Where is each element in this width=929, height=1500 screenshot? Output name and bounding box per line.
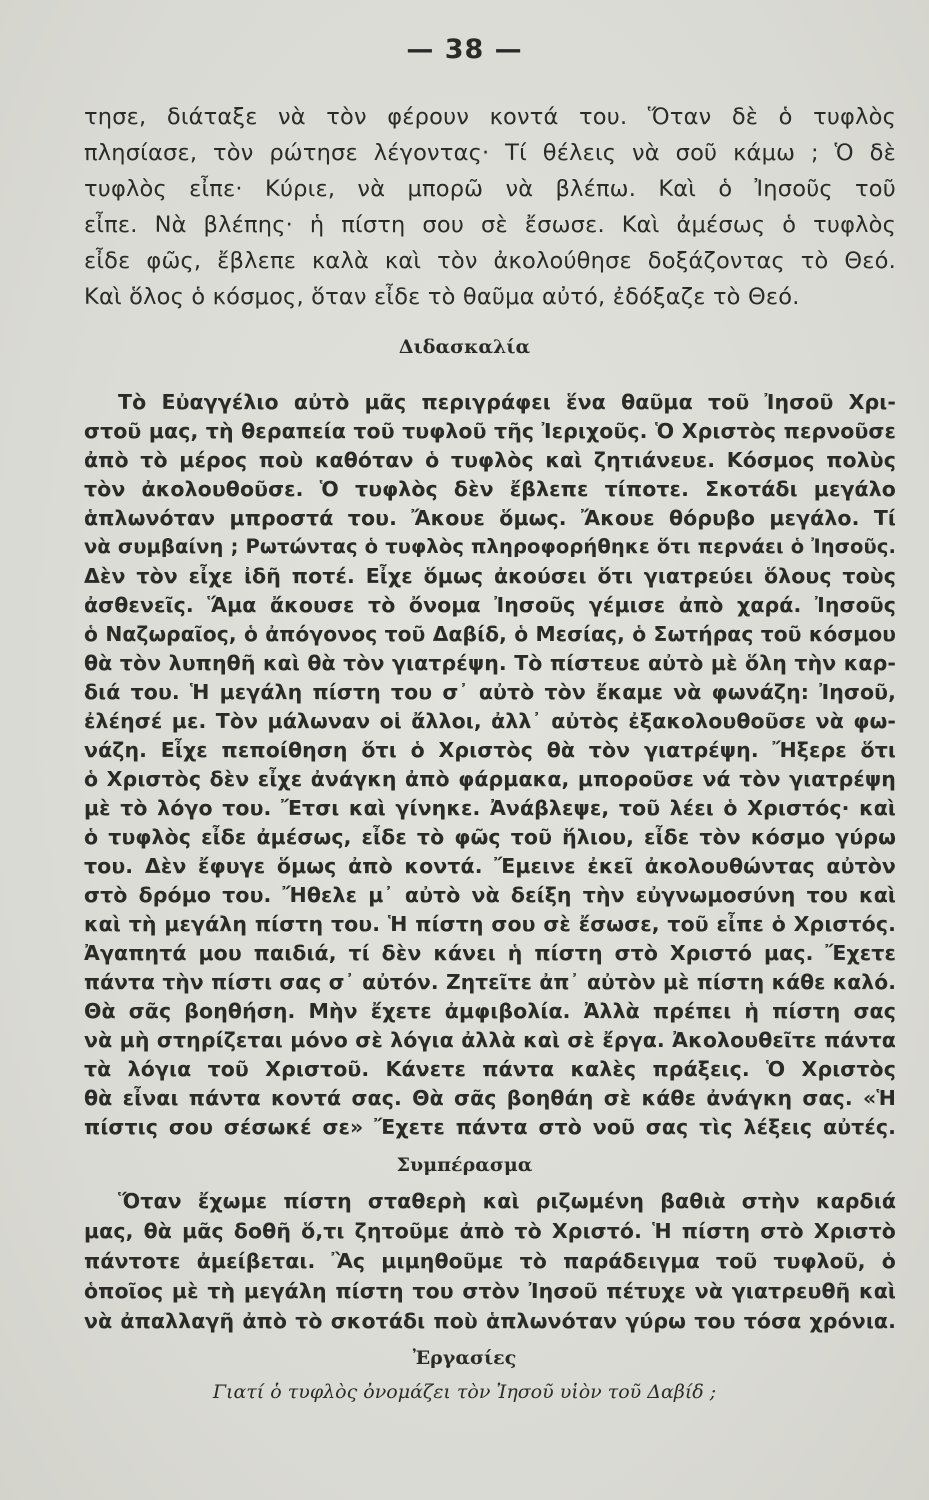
text-line: Ἀγαπητά μου παιδιά, τί δὲν κάνει ἡ πίστη στὸ Χριστό μας. Ἔχετε <box>84 941 896 965</box>
page-number: — 38 — <box>406 34 523 65</box>
text-line: θὰ εἶναι πάντα κοντά σας. Θὰ σᾶς βοηθάη σὲ κάθε ἀνάγκη σας. «Ἡ <box>84 1086 896 1110</box>
text-line: θὰ τὸν λυπηθῆ καὶ θὰ τὸν γιατρέψη. Τὸ πίστευε αὐτὸ μὲ ὅλη τὴν καρ- <box>84 651 896 675</box>
text-line: μας, θὰ μᾶς δοθῆ ὅ,τι ζητοῦμε ἀπὸ τὸ Χριστό. Ἡ πίστη στὸ Χριστὸ <box>84 1219 896 1243</box>
text-line: νάζη. Εἶχε πεποίθηση ὅτι ὁ Χριστὸς θὰ τὸν γιατρέψη. Ἤξερε ὅτι <box>84 738 896 762</box>
section-heading-exercises: Ἐργασίες <box>412 1347 517 1369</box>
text-line: στοῦ μας, τὴ θεραπεία τοῦ τυφλοῦ τῆς Ἰεριχοῦς. Ὁ Χριστὸς περνοῦσε <box>84 419 896 443</box>
text-line: εἶπε. Νὰ βλέπης· ἡ πίστη σου σὲ ἔσωσε. Καὶ ἀμέσως ὁ τυφλὸς <box>84 212 896 238</box>
text-line: ἀπὸ τὸ μέρος ποὺ καθόταν ὁ τυφλὸς καὶ ζητιάνευε. Κόσμος πολὺς <box>84 448 896 472</box>
text-line: ὁποῖος μὲ τὴ μεγάλη πίστη του στὸν Ἰησοῦ πέτυχε νὰ γιατρευθῆ καὶ <box>84 1279 896 1303</box>
exercise-question: Γιατί ὁ τυφλὸς ὀνομάζει τὸν Ἰησοῦ υἱὸν τοῦ Δαβίδ ; <box>212 1381 717 1403</box>
text-line: νὰ ἀπαλλαγῆ ἀπὸ τὸ σκοτάδι ποὺ ἁπλωνόταν γύρω του τόσα χρόνια. <box>84 1309 896 1333</box>
text-line: Καὶ ὅλος ὁ κόσμος, ὅταν εἶδε τὸ θαῦμα αὐτό, ἐδόξαζε τὸ Θεό. <box>84 284 800 310</box>
text-line: του. Δὲν ἔφυγε ὅμως ἀπὸ κοντά. Ἔμεινε ἐκεῖ ἀκολουθώντας αὐτὸν <box>84 854 896 878</box>
text-line: μὲ τὸ λόγο του. Ἔτσι καὶ γίνηκε. Ἀνάβλεψε, τοῦ λέει ὁ Χριστός· καὶ <box>84 796 896 820</box>
section-heading-teaching: Διδασκαλία <box>398 336 531 358</box>
text-line: Τὸ Εὐαγγέλιο αὐτὸ μᾶς περιγράφει ἕνα θαῦμα τοῦ Ἰησοῦ Χρι- <box>118 390 896 414</box>
text-line: καὶ τὴ μεγάλη πίστη του. Ἡ πίστη σου σὲ ἔσωσε, τοῦ εἶπε ὁ Χριστός. <box>84 912 896 936</box>
text-line: ὁ Ναζωραῖος, ὁ ἀπόγονος τοῦ Δαβίδ, ὁ Μεσίας, ὁ Σωτήρας τοῦ κόσμου <box>84 622 896 646</box>
text-line: ἀσθενεῖς. Ἅμα ἄκουσε τὸ ὄνομα Ἰησοῦς γέμισε ἀπὸ χαρά. Ἰησοῦς <box>84 593 896 617</box>
text-line: Δὲν τὸν εἶχε ἰδῆ ποτέ. Εἶχε ὅμως ἀκούσει ὅτι γιατρεύει ὅλους τοὺς <box>84 564 896 588</box>
text-line: διά του. Ἡ μεγάλη πίστη του σ᾽ αὐτὸ τὸν ἔκαμε νὰ φωνάζη: Ἰησοῦ, <box>84 680 896 704</box>
text-line: τησε, διάταξε νὰ τὸν φέρουν κοντά του. Ὅταν δὲ ὁ τυφλὸς <box>84 104 896 130</box>
text-line: τὸν ἀκολουθοῦσε. Ὁ τυφλὸς δὲν ἔβλεπε τίποτε. Σκοτάδι μεγάλο <box>84 477 896 501</box>
text-line: Θὰ σᾶς βοηθήση. Μὴν ἔχετε ἀμφιβολία. Ἀλλὰ πρέπει ἡ πίστη σας <box>84 999 896 1023</box>
text-line: ἐλέησέ με. Τὸν μάλωναν οἱ ἄλλοι, ἀλλ᾽ αὐτὸς ἐξακολουθοῦσε νὰ φω- <box>84 709 896 733</box>
text-line: Ὅταν ἔχωμε πίστη σταθερὴ καὶ ριζωμένη βαθιὰ στὴν καρδιά <box>118 1189 896 1213</box>
text-line: πάντοτε ἀμείβεται. Ἂς μιμηθοῦμε τὸ παράδειγμα τοῦ τυφλοῦ, ὁ <box>84 1249 896 1273</box>
text-line: τυφλὸς εἶπε· Κύριε, νὰ μπορῶ νὰ βλέπω. Καὶ ὁ Ἰησοῦς τοῦ <box>84 176 896 202</box>
section-heading-conclusion: Συμπέρασμα <box>396 1154 533 1176</box>
text-line: ἁπλωνόταν μπροστά του. Ἄκουε ὅμως. Ἄκουε θόρυβο μεγάλο. Τί <box>84 506 896 530</box>
text-line: ὁ Χριστὸς δὲν εἶχε ἀνάγκη ἀπὸ φάρμακα, μποροῦσε νά τὸν γιατρέψη <box>84 767 896 791</box>
text-line: ὁ τυφλὸς εἶδε ἀμέσως, εἶδε τὸ φῶς τοῦ ἥλιου, εἶδε τὸν κόσμο γύρω <box>84 825 896 849</box>
text-line: τὰ λόγια τοῦ Χριστοῦ. Κάνετε πάντα καλὲς πράξεις. Ὁ Χριστὸς <box>84 1057 896 1081</box>
text-line: πάντα τὴν πίστι σας σ᾽ αὐτόν. Ζητεῖτε ἀπ᾽ αὐτὸν μὲ πίστη κάθε καλό. <box>84 970 896 994</box>
text-line: στὸ δρόμο του. Ἤθελε μ᾽ αὐτὸ νὰ δείξη τὴν εὐγνωμοσύνη του καὶ <box>84 883 896 907</box>
text-line: πλησίασε, τὸν ρώτησε λέγοντας· Τί θέλεις νὰ σοῦ κάμω ; Ὁ δὲ <box>84 140 896 166</box>
text-line: νὰ συμβαίνη ; Ρωτώντας ὁ τυφλὸς πληροφορήθηκε ὅτι περνάει ὁ Ἰησοῦς. <box>84 535 896 558</box>
text-line: νὰ μὴ στηρίζεται μόνο σὲ λόγια ἀλλὰ καὶ σὲ ἔργα. Ἀκολουθεῖτε πάντα <box>84 1028 896 1052</box>
text-line: πίστις σου σέσωκέ σε» Ἔχετε πάντα στὸ νοῦ σας τὶς λέξεις αὐτές. <box>84 1115 896 1139</box>
text-line: εἶδε φῶς, ἔβλεπε καλὰ καὶ τὸν ἀκολούθησε δοξάζοντας τὸ Θεό. <box>84 248 896 274</box>
